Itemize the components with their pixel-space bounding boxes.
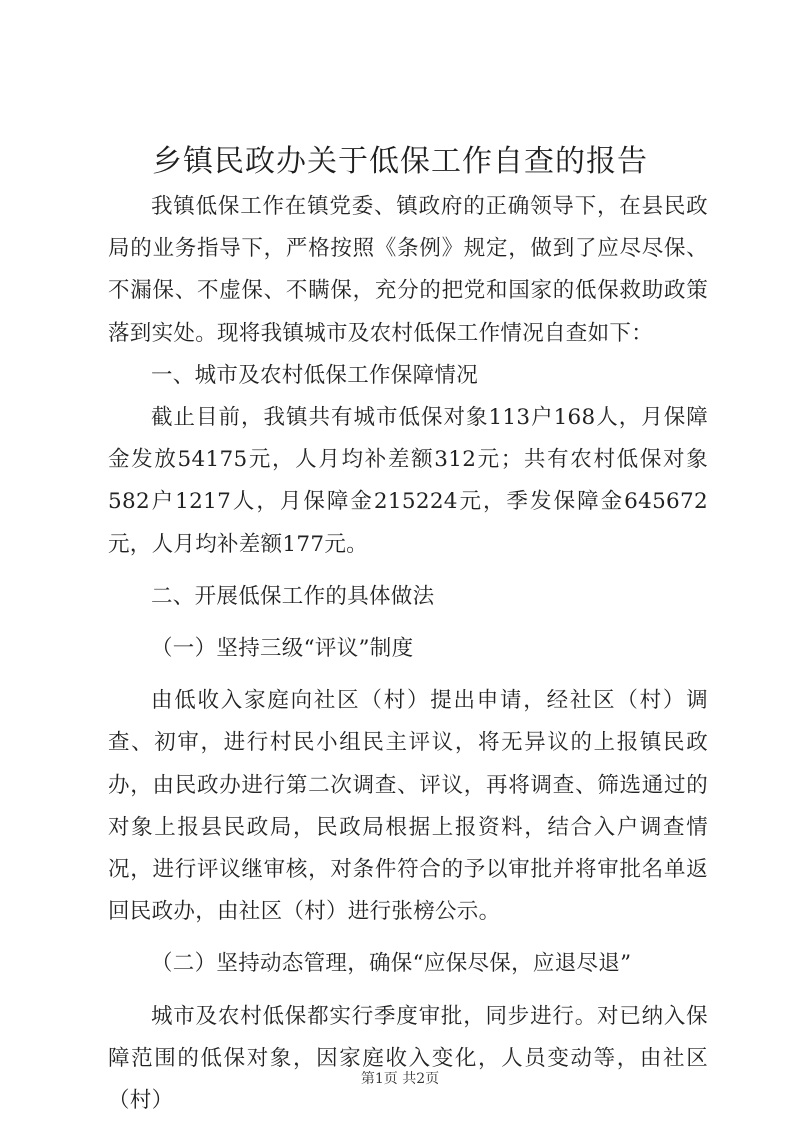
intro-paragraph: 我镇低保工作在镇党委、镇政府的正确领导下，在县民政局的业务指导下，严格按照《条例》规定，做到了应尽尽保、不漏保、不虚保、不瞒保，充分的把党和国家的低保救助政策落到实处。现将我镇城市及农村低保工作情况自查如下： (108, 194, 708, 346)
document-body (108, 186, 708, 1122)
page-footer: 第1页 共2页 (360, 1071, 440, 1087)
subsection-heading-1: （一）坚持三级“评议”制度 (151, 636, 414, 662)
document-title: 乡镇民政办关于低保工作自查的报告 (152, 144, 648, 179)
dynamic-management-paragraph: 城市及农村低保都实行季度审批，同步进行。对已纳入保障范围的低保对象，因家庭收入变化，人员变动等，由社区（村） (108, 1003, 708, 1114)
review-process-paragraph: 由低收入家庭向社区（村）提出申请，经社区（村）调查、初审，进行村民小组民主评议，将无异议的上报镇民政办，由民政办进行第二次调查、评议，再将调查、筛选通过的对象上报县民政局，民政局根据上报资料，结合入户调查情况，进行评议继审核，对条件符合的予以审批并将审批名单返回民政办，由社区（村）进行张榜公示。 (108, 688, 708, 925)
section-heading-2: 二、开展低保工作的具体做法 (151, 583, 435, 609)
statistics-paragraph: 截止目前，我镇共有城市低保对象113户168人，月保障金发放54175元，人月均补差额312元；共有农村低保对象582户1217人，月保障金215224元，季发保障金645672元，人月均补差额177元。 (108, 405, 708, 557)
subsection-heading-2: （二）坚持动态管理，确保“应保尽保，应退尽退” (151, 951, 632, 977)
section-heading-1: 一、城市及农村低保工作保障情况 (151, 362, 479, 388)
